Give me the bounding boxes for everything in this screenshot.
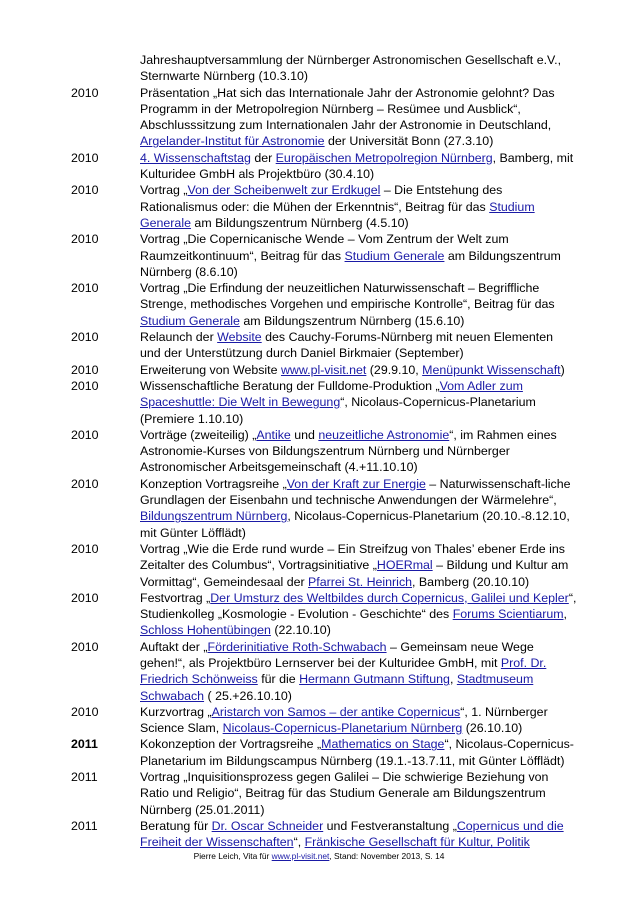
cv-text-run: Erweiterung von Website <box>140 362 281 377</box>
entry-year: 2011 <box>71 770 98 785</box>
cv-text-run: Festvortrag „ <box>140 590 211 605</box>
cv-entry <box>0 427 638 476</box>
cv-entry <box>0 362 638 378</box>
entry-description <box>140 52 577 85</box>
cv-link[interactable]: Schloss Hohentübingen <box>140 623 271 638</box>
entry-year: 2011 <box>71 737 98 752</box>
cv-text-run: der Universität Bonn (27.3.10) <box>324 134 494 149</box>
cv-text-run: und Festveranstaltung „ <box>323 818 457 833</box>
entry-description <box>140 736 577 769</box>
cv-link[interactable]: 4. Wissenschaftstag <box>140 150 251 165</box>
page-footer <box>0 851 638 862</box>
cv-link[interactable]: Fränkische Gesellschaft für Kultur, Politik <box>304 835 530 850</box>
cv-link[interactable]: HOERmal <box>376 558 433 573</box>
entry-description <box>140 378 577 427</box>
cv-entry <box>0 818 638 851</box>
entry-year: 2010 <box>71 427 99 442</box>
entry-description <box>140 476 577 541</box>
entry-description <box>140 590 577 639</box>
cv-link[interactable]: Antike <box>256 427 291 442</box>
entry-year: 2010 <box>71 330 99 345</box>
entry-description <box>140 769 577 818</box>
cv-text-run: Vortrag „Die Copernicanische Wende – Vom Zentrum der Welt zum Raumzeitkontinuum“, Beitrag für das <box>140 232 509 263</box>
cv-text-run: (26.10.10) <box>462 721 523 736</box>
entry-year: 2010 <box>71 150 99 165</box>
cv-entry-list <box>0 52 638 851</box>
cv-link[interactable]: Website <box>217 330 262 345</box>
cv-entry <box>0 769 638 818</box>
entry-year: 2010 <box>71 704 99 719</box>
cv-link[interactable]: www.pl-visit.net <box>271 851 330 861</box>
cv-link[interactable]: Europäischen Metropolregion Nürnberg <box>275 150 493 165</box>
cv-link[interactable]: Prof. Dr. Friedrich Schönweiss <box>140 655 547 687</box>
cv-text-run: Wissenschaftliche Beratung der Fulldome-Produktion „ <box>140 378 440 393</box>
entry-description <box>140 704 577 737</box>
entry-year: 2010 <box>71 541 99 556</box>
entry-description <box>140 818 577 851</box>
cv-text-run: für die <box>257 672 300 687</box>
cv-text-run: , <box>449 672 457 687</box>
cv-link[interactable]: Mathematics on Stage <box>321 737 445 752</box>
cv-text-run: “, Studienkolleg „Kosmologie - Evolution - Geschichte“ des <box>140 590 577 622</box>
cv-text-run: , Bamberg, mit Kulturidee GmbH als Projektbüro (30.4.10) <box>140 150 574 182</box>
entry-description <box>140 85 577 150</box>
cv-link[interactable]: neuzeitliche Astronomie <box>318 427 450 442</box>
cv-text-run: – Bildung und Kultur am Vormittag“, Gemeindesaal der <box>140 558 569 589</box>
cv-entry <box>0 590 638 639</box>
cv-text-run: Konzeption Vortragsreihe „ <box>140 476 287 491</box>
cv-link[interactable]: Dr. Oscar Schneider <box>211 818 324 833</box>
cv-text-run: Pierre Leich, Vita für <box>193 851 272 861</box>
cv-text-run: (22.10.10) <box>270 623 331 638</box>
cv-link[interactable]: Studium Generale <box>344 248 445 263</box>
cv-text-run: (29.9.10, <box>366 362 423 377</box>
cv-text-run: und <box>290 427 319 442</box>
cv-text-run: Vorträge (zweiteilig) „ <box>140 427 257 442</box>
cv-text-run: am Bildungszentrum Nürnberg (8.6.10) <box>140 248 561 279</box>
cv-link[interactable]: Pfarrei St. Heinrich <box>308 574 413 589</box>
cv-entry <box>0 736 638 769</box>
cv-text-run: Relaunch der <box>140 330 218 345</box>
cv-text-run: , Nicolaus-Copernicus-Planetarium (20.10.-8.12.10, mit Günter Löfflädt) <box>140 509 570 540</box>
cv-entry <box>0 476 638 541</box>
cv-text-run: ( 25.+26.10.10) <box>204 688 292 703</box>
entry-year: 2011 <box>71 818 98 833</box>
cv-text-run: Vortrag „Die Erfindung der neuzeitlichen Naturwissenschaft – Begriffliche Strenge, methodisches Vorgehen und empirische Kontrolle“, Beitrag für das <box>140 281 555 312</box>
entry-year: 2010 <box>71 590 99 605</box>
cv-text-run: “, Nicolaus-Copernicus-Planetarium (Premiere 1.10.10) <box>140 395 536 426</box>
entry-year <box>0 52 140 85</box>
cv-text-run: – Naturwissenschaft-liche Grundlagen der Eisenbahn und technische Anwendungen der Wärmelehre“, <box>140 476 571 508</box>
cv-link[interactable]: Nicolaus-Copernicus-Planetarium Nürnberg <box>222 721 463 736</box>
cv-text-run: – Die Entstehung des Rationalismus oder: die Mühen der Erkenntnis“, Beitrag für das <box>140 183 503 214</box>
entry-year: 2010 <box>71 378 99 393</box>
entry-description <box>140 182 577 231</box>
cv-link[interactable]: Von der Scheibenwelt zur Erdkugel <box>187 183 381 198</box>
entry-year: 2010 <box>71 362 99 377</box>
cv-text-run: Vortrag „ <box>140 183 188 198</box>
cv-link[interactable]: Der Umsturz des Weltbildes durch Copernicus, Galilei und Kepler <box>210 590 569 605</box>
cv-link[interactable]: Von der Kraft zur Energie <box>286 476 426 491</box>
entry-year: 2010 <box>71 85 99 100</box>
cv-text-run: “, Nicolaus-Copernicus-Planetarium im Bildungscampus Nürnberg (19.1.-13.7.11, mit Günter Löfflädt) <box>140 737 574 768</box>
cv-text-run: “, 1. Nürnberger Science Slam, <box>140 704 548 736</box>
entry-description <box>140 427 577 476</box>
cv-text-run: Präsentation „Hat sich das Internationale Jahr der Astronomie gelohnt? Das Programm in der Metropolregion Nürnberg – Resümee und Ausblick“, Abschlusssitzung zum Internationalen Jahr der Astronomie in Deutschland, <box>140 85 555 133</box>
cv-link[interactable]: Argelander-Institut für Astronomie <box>140 134 325 149</box>
cv-text-run: Vortrag „Wie die Erde rund wurde – Ein Streifzug von Thales’ ebener Erde ins Zeitalter des Columbus“, Vortragsinitiative „ <box>140 541 565 573</box>
cv-entry <box>0 541 638 590</box>
cv-link[interactable]: Aristarch von Samos – der antike Copernicus <box>211 704 461 719</box>
entry-description <box>140 541 577 590</box>
cv-entry <box>0 52 638 85</box>
cv-entry <box>0 150 638 183</box>
entry-description <box>140 362 577 378</box>
cv-link[interactable]: Stadtmuseum Schwabach <box>140 672 534 703</box>
cv-link[interactable]: Menüpunkt Wissenschaft <box>422 362 561 377</box>
cv-text-run: , Bamberg (20.10.10) <box>412 574 530 589</box>
entry-year: 2010 <box>71 183 99 198</box>
cv-text-run: der <box>250 150 276 165</box>
cv-entry <box>0 704 638 737</box>
cv-entry <box>0 639 638 704</box>
cv-entry <box>0 329 638 362</box>
cv-link[interactable]: Hermann Gutmann Stiftung <box>299 672 450 687</box>
cv-text-run: Beratung für <box>140 818 212 833</box>
entry-description <box>140 150 577 183</box>
cv-link[interactable]: www.pl-visit.net <box>280 362 367 377</box>
cv-link[interactable]: Bildungszentrum Nürnberg <box>140 509 288 524</box>
cv-text-run: ) <box>560 362 565 377</box>
cv-text-run: – Gemeinsam neue Wege gehen!“, als Projektbüro Lernserver bei der Kulturidee GmbH, mit <box>140 639 534 670</box>
entry-description <box>140 639 577 704</box>
entry-year: 2010 <box>71 232 99 247</box>
cv-text-run: , <box>563 607 567 622</box>
cv-link[interactable]: Forums Scientiarum <box>452 607 564 622</box>
cv-text-run: am Bildungszentrum Nürnberg (15.6.10) <box>239 313 465 328</box>
cv-entry <box>0 85 638 150</box>
cv-link[interactable]: Förderinitiative Roth-Schwabach <box>207 639 387 654</box>
cv-text-run: Vortrag „Inquisitionsprozess gegen Galilei – Die schwierige Beziehung von Ratio und Religio“, Beitrag für das Studium Generale am Bildungszentrum Nürnberg (25.01.2011) <box>140 770 549 817</box>
entry-year: 2010 <box>71 281 99 296</box>
entry-description <box>140 280 577 329</box>
entry-year: 2010 <box>71 639 99 654</box>
cv-text-run: des Cauchy-Forums-Nürnberg mit neuen Elementen und der Unterstützung durch Daniel Birkmaier (September) <box>140 330 554 361</box>
cv-text-run: Auftakt der „ <box>140 639 208 654</box>
cv-entry <box>0 182 638 231</box>
cv-link[interactable]: Studium Generale <box>140 199 535 230</box>
cv-text-run: Jahreshauptversammlung der Nürnberger Astronomischen Gesellschaft e.V., Sternwarte Nürnberg (10.3.10) <box>140 53 562 84</box>
cv-entry <box>0 280 638 329</box>
entry-year: 2010 <box>71 476 99 491</box>
cv-text-run: , Stand: November 2013, S. 14 <box>329 851 445 861</box>
cv-link[interactable]: Copernicus und die Freiheit der Wissenschaften <box>140 818 564 850</box>
entry-description <box>140 329 577 362</box>
cv-text-run: am Bildungszentrum Nürnberg (4.5.10) <box>190 215 409 230</box>
cv-text-run: “, im Rahmen eines Astronomie-Kurses von Bildungszentrum Nürnberg und Nürnberger Astronomischer Arbeitsgemeinschaft (4.+11.10.10) <box>140 427 557 475</box>
cv-text-run: Kurzvortrag „ <box>140 704 212 719</box>
cv-text-run: “, <box>293 835 305 850</box>
cv-link[interactable]: Vom Adler zum Spaceshuttle: Die Welt in Bewegung <box>140 378 523 410</box>
entry-description <box>140 231 577 280</box>
cv-entry <box>0 378 638 427</box>
cv-link[interactable]: Studium Generale <box>140 313 240 328</box>
cv-text-run: Kokonzeption der Vortragsreihe „ <box>140 737 322 752</box>
cv-entry <box>0 231 638 280</box>
